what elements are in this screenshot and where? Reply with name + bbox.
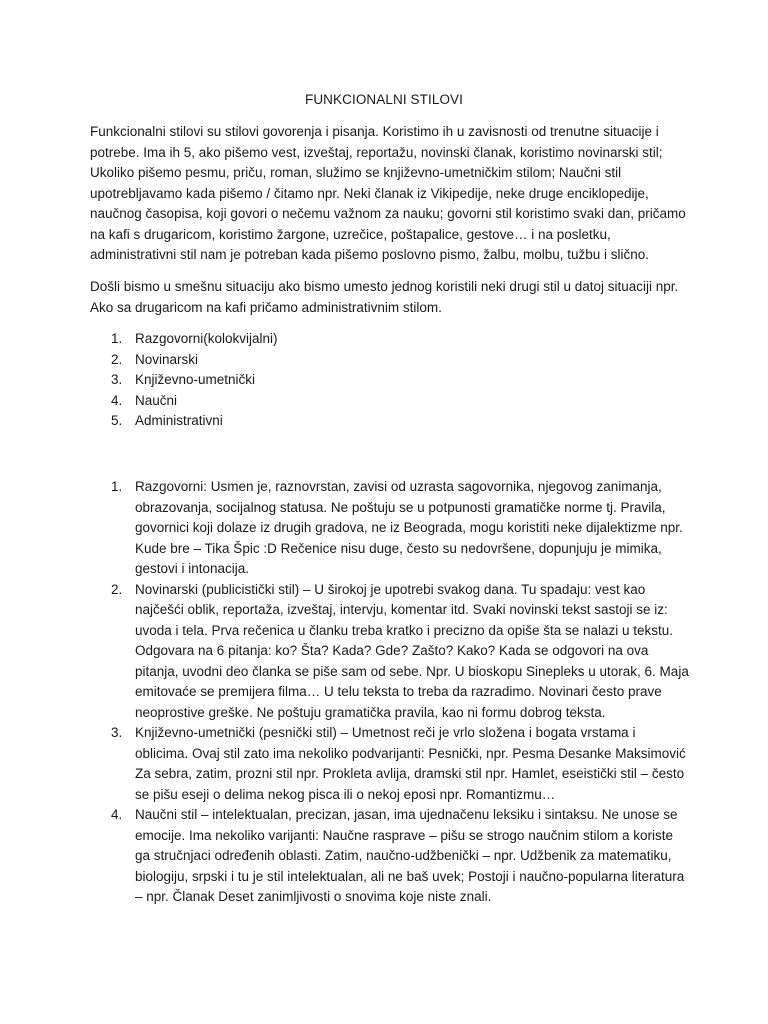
description-item [90, 723, 690, 805]
intro-paragraph: Funkcionalni stilovi su stilovi govorenja i pisanja. Koristimo ih u zavisnosti od trenutne situacije i potrebe. Ima ih 5, ako pišemo vest, izveštaj, reportažu, novinski članak, koristimo novinarski stil; Ukoliko pišemo pesmu, priču, roman, služimo se književno-umetničkim stilom; Naučni stil upotrebljavamo kada pišemo / čitamo npr. Neki članak iz Vikipedije, neke druge enciklopedije, naučnog časopisa, koji govori o nečemu važnom za nauku; govorni stil koristimo svaki dan, pričamo na kafi s drugaricom, koristimo žargone, uzrečice, poštapalice, gestove… i na posletku, administrativni stil nam je potreban kada pišemo poslovno pismo, žalbu, molbu, tužbu i slično. [90, 124, 686, 262]
description-item-number: 4. [111, 807, 123, 822]
description-item [90, 580, 690, 724]
list-item [90, 329, 690, 350]
description-item-number: 1. [111, 479, 123, 494]
description-item [90, 477, 690, 580]
style-description-list [90, 477, 690, 908]
list-item-text: Administrativni [135, 413, 223, 428]
description-item-text: Novinarski (publicistički stil) – U širokoj je upotrebi svakog dana. Tu spadaju: vest kao najčešći oblik, reportaža, izveštaj, intervju, komentar itd. Svaki novinski tekst sastoji se iz: uvoda i tela. Prva rečenica u članku treba kratko i precizno da opiše šta se nalazi u tekstu. Odgovara na 6 pitanja: ko? Šta? Kada? Gde? Zašto? Kako? Kada se odgovori na ova pitanja, uvodni deo članka se piše sam od sebe. Npr. U bioskopu Sinepleks u utorak, 6. Maja emitovaće se premijera filma… U telu teksta to treba da razradimo. Novinari često prave neoprostive greške. Ne poštuju gramatička pravila, kao ni formu dobrog teksta. [135, 581, 689, 720]
description-item-text: Razgovorni: Usmen je, raznovrstan, zavisi od uzrasta sagovornika, njegovog zanimanja, obrazovanja, socijalnog statusa. Ne poštuju se u potpunosti gramatičke norme tj. Pravila, govornici koji dolaze iz drugih gradova, ne iz Beograda, mogu koristiti neke dijalektizme npr. Kude bre – Tika Špic :D Rečenice nisu duge, često su nedovršene, dopunjuju je mimika, gestovi i intonacija. [135, 479, 683, 576]
list-item [90, 391, 690, 412]
description-item-number: 2. [111, 581, 123, 597]
list-item [90, 370, 690, 391]
list-item [90, 411, 690, 432]
description-item-text: Književno-umetnički (pesnički stil) – Umetnost reči je vrlo složena i bogata vrstama i oblicima. Ovaj stil zato ima nekoliko podvarijanti: Pesnički, npr. Pesma Desanke Maksimović Za sebra, zatim, prozni stil npr. Prokleta avlija, dramski stil npr. Hamlet, eseistički stil – često se pišu eseji o delima nekog pisca ili o nekoj eposi npr. Romantizmu… [135, 725, 686, 802]
list-item-number: 1. [111, 331, 123, 346]
description-item-text: Naučni stil – intelektualan, precizan, jasan, ima ujednačenu leksiku i sintaksu. Ne unose se emocije. Ima nekoliko varijanti: Naučne rasprave – pišu se strogo naučnim stilom a koriste ga stručnjaci određenih oblasti. Zatim, naučno-udžbenički – npr. Udžbenik za matematiku, biologiju, srpski i tu je stil intelektualan, ali ne baš uvek; Postoji i naučno-popularna literatura – npr. Članak Deset zanimljivosti o snovima koje niste znali. [135, 807, 685, 904]
description-item-number: 3. [111, 725, 123, 740]
description-item [90, 805, 690, 908]
list-item-text: Književno-umetnički [135, 372, 256, 387]
style-list [90, 329, 690, 432]
list-item-number: 3. [111, 372, 123, 387]
list-item-text: Razgovorni(kolokvijalni) [135, 331, 278, 346]
list-item [90, 350, 690, 371]
list-item-text: Naučni [135, 392, 178, 408]
list-item-number: 4. [111, 392, 123, 408]
document-title: FUNKCIONALNI STILOVI [304, 92, 464, 107]
list-item-number: 2. [111, 351, 123, 367]
second-paragraph: Došli bismo u smešnu situaciju ako bismo umesto jednog koristili neki drugi stil u datoj situaciji npr. Ako sa drugaricom na kafi pričamo administrativnim stilom. [90, 279, 679, 315]
list-item-text: Novinarski [135, 351, 199, 367]
list-item-number: 5. [111, 413, 123, 428]
